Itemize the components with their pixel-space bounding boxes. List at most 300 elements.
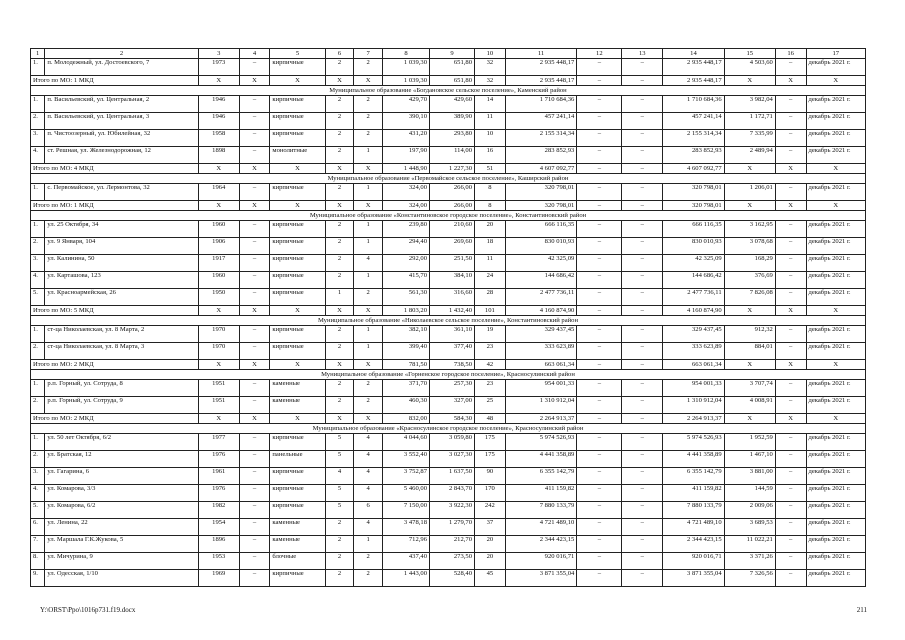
building-address: ул. Маршала Г.К.Жукова, 5	[45, 536, 198, 553]
subtotal-cell: Х	[724, 164, 775, 174]
table-cell: –	[577, 502, 622, 519]
table-cell: –	[239, 221, 270, 238]
table-cell: 11	[475, 113, 506, 130]
subtotal-cell: Х	[198, 414, 239, 424]
building-address: р.п. Горный, ул. Сотруда, 9	[45, 397, 198, 414]
table-cell: –	[775, 519, 806, 536]
table-cell: декабрь 2021 г.	[806, 272, 866, 289]
table-cell: 2.	[31, 397, 45, 414]
table-cell: –	[622, 96, 663, 113]
table-cell: кирпичные	[270, 113, 325, 130]
table-cell: декабрь 2021 г.	[806, 553, 866, 570]
table-cell: 1 310 912,04	[505, 397, 577, 414]
table-cell: 1906	[198, 238, 239, 255]
table-cell: 2 155 314,34	[505, 130, 577, 147]
subtotal-row	[31, 201, 866, 211]
subtotal-cell: Х	[354, 360, 383, 370]
table-cell: –	[239, 184, 270, 201]
table-cell: 1	[354, 238, 383, 255]
subtotal-cell: Х	[724, 76, 775, 86]
subtotal-cell: 4 607 092,77	[663, 164, 724, 174]
table-cell: 3 707,74	[724, 380, 775, 397]
table-cell: –	[239, 536, 270, 553]
subtotal-cell: 4 160 874,90	[663, 306, 724, 316]
subtotal-cell: –	[577, 201, 622, 211]
subtotal-cell: 1 448,90	[382, 164, 429, 174]
table-cell: –	[775, 184, 806, 201]
table-cell: 4	[354, 255, 383, 272]
table-cell: 1 637,50	[430, 468, 475, 485]
table-cell: 1	[354, 326, 383, 343]
table-cell: –	[775, 502, 806, 519]
table-cell: 168,29	[724, 255, 775, 272]
table-cell: –	[622, 536, 663, 553]
subtotal-label: Итого по МО: 2 МКД	[31, 414, 199, 424]
subtotal-cell: Х	[270, 360, 325, 370]
subtotal-cell: Х	[270, 164, 325, 174]
table-cell: 144,59	[724, 485, 775, 502]
building-row	[31, 96, 866, 113]
table-cell: 1.	[31, 380, 45, 397]
table-cell: 7 326,56	[724, 570, 775, 587]
building-row	[31, 468, 866, 485]
building-address: п. Чистоозерный, ул. Юбилейная, 32	[45, 130, 198, 147]
table-cell: –	[775, 380, 806, 397]
column-number-cell: 14	[663, 49, 724, 59]
subtotal-cell: Х	[270, 201, 325, 211]
table-cell: 384,10	[430, 272, 475, 289]
table-cell: –	[577, 147, 622, 164]
table-cell: –	[775, 434, 806, 451]
subtotal-cell: Х	[198, 164, 239, 174]
table-cell: 5	[325, 451, 354, 468]
table-cell: 2 344 423,15	[663, 536, 724, 553]
table-cell: –	[577, 519, 622, 536]
table-cell: –	[622, 272, 663, 289]
table-cell: 1896	[198, 536, 239, 553]
table-cell: –	[577, 380, 622, 397]
table-cell: 212,70	[430, 536, 475, 553]
table-cell: –	[577, 289, 622, 306]
subtotal-cell: Х	[724, 306, 775, 316]
table-cell: 411 159,82	[663, 485, 724, 502]
table-cell: –	[577, 397, 622, 414]
column-number-cell: 12	[577, 49, 622, 59]
subtotal-cell: Х	[198, 76, 239, 86]
table-cell: –	[775, 536, 806, 553]
table-cell: 1 443,00	[382, 570, 429, 587]
subtotal-cell: –	[622, 201, 663, 211]
subtotal-cell: 320 798,01	[505, 201, 577, 211]
building-address: р.п. Горный, ул. Сотруда, 8	[45, 380, 198, 397]
table-cell: 14	[475, 96, 506, 113]
table-cell: кирпичные	[270, 221, 325, 238]
table-cell: 2 935 448,17	[663, 59, 724, 76]
table-cell: панельные	[270, 451, 325, 468]
table-cell: 415,70	[382, 272, 429, 289]
table-cell: –	[239, 238, 270, 255]
table-cell: –	[239, 451, 270, 468]
table-cell: 457 241,14	[663, 113, 724, 130]
building-address: п. Молодежный, ул. Достоевского, 7	[45, 59, 198, 76]
table-cell: –	[239, 502, 270, 519]
subtotal-cell: –	[577, 360, 622, 370]
table-cell: 1	[325, 289, 354, 306]
table-cell: –	[239, 255, 270, 272]
subtotal-cell: Х	[806, 360, 866, 370]
table-cell: 6.	[31, 519, 45, 536]
municipality-section-row	[31, 174, 866, 184]
table-cell: 5 974 526,93	[663, 434, 724, 451]
table-cell: 1960	[198, 221, 239, 238]
table-cell: –	[775, 130, 806, 147]
subtotal-cell: 1 039,30	[382, 76, 429, 86]
table-cell: –	[622, 59, 663, 76]
table-cell: 293,80	[430, 130, 475, 147]
table-cell: 144 686,42	[505, 272, 577, 289]
table-cell: декабрь 2021 г.	[806, 502, 866, 519]
column-number-cell: 4	[239, 49, 270, 59]
table-cell: 1	[354, 536, 383, 553]
building-row	[31, 343, 866, 360]
table-cell: –	[239, 468, 270, 485]
table-cell: 2 477 736,11	[505, 289, 577, 306]
table-cell: 666 116,35	[663, 221, 724, 238]
table-cell: 1970	[198, 343, 239, 360]
table-cell: –	[775, 570, 806, 587]
table-cell: 1951	[198, 397, 239, 414]
table-cell: 2	[354, 96, 383, 113]
table-cell: кирпичные	[270, 59, 325, 76]
subtotal-cell: Х	[354, 164, 383, 174]
table-cell: 19	[475, 326, 506, 343]
building-address: ул. Гагарина, 6	[45, 468, 198, 485]
subtotal-cell: Х	[806, 164, 866, 174]
building-row	[31, 272, 866, 289]
table-cell: 5 460,00	[382, 485, 429, 502]
table-cell: 3 881,00	[724, 468, 775, 485]
subtotal-cell: Х	[775, 201, 806, 211]
table-cell: 251,50	[430, 255, 475, 272]
subtotal-cell: –	[577, 414, 622, 424]
table-cell: 4	[325, 468, 354, 485]
column-number-cell: 1	[31, 49, 45, 59]
subtotal-cell: 48	[475, 414, 506, 424]
municipality-section-row	[31, 370, 866, 380]
table-cell: 32	[475, 59, 506, 76]
table-cell: 329 437,45	[505, 326, 577, 343]
table-cell: 144 686,42	[663, 272, 724, 289]
table-cell: 7 880 133,79	[663, 502, 724, 519]
table-cell: –	[239, 397, 270, 414]
subtotal-cell: 266,00	[430, 201, 475, 211]
table-cell: 4 441 358,89	[505, 451, 577, 468]
table-cell: –	[239, 272, 270, 289]
building-address: ст-ца Николаевская, ул. 8 Марта, 3	[45, 343, 198, 360]
building-row	[31, 397, 866, 414]
subtotal-cell: Х	[239, 76, 270, 86]
building-row	[31, 502, 866, 519]
table-cell: –	[577, 485, 622, 502]
table-cell: кирпичные	[270, 468, 325, 485]
subtotal-cell: Х	[724, 414, 775, 424]
table-cell: –	[239, 485, 270, 502]
table-cell: –	[775, 485, 806, 502]
table-cell: 5.	[31, 289, 45, 306]
building-row	[31, 289, 866, 306]
table-cell: декабрь 2021 г.	[806, 451, 866, 468]
table-cell: –	[239, 553, 270, 570]
subtotal-cell: Х	[198, 201, 239, 211]
subtotal-cell: 2 264 913,37	[505, 414, 577, 424]
table-cell: –	[622, 502, 663, 519]
table-cell: 3 371,26	[724, 553, 775, 570]
table-cell: декабрь 2021 г.	[806, 485, 866, 502]
table-cell: 1960	[198, 272, 239, 289]
building-row	[31, 221, 866, 238]
table-cell: 1.	[31, 434, 45, 451]
table-cell: 830 010,93	[663, 238, 724, 255]
column-number-cell: 13	[622, 49, 663, 59]
building-address: ул. Комарова, 3/3	[45, 485, 198, 502]
table-cell: 292,00	[382, 255, 429, 272]
table-cell: 170	[475, 485, 506, 502]
table-cell: 431,20	[382, 130, 429, 147]
subtotal-cell: 738,50	[430, 360, 475, 370]
table-cell: 2.	[31, 113, 45, 130]
table-cell: 1961	[198, 468, 239, 485]
building-row	[31, 570, 866, 587]
table-cell: 1.	[31, 221, 45, 238]
table-cell: 316,60	[430, 289, 475, 306]
table-cell: 5	[325, 502, 354, 519]
table-cell: –	[775, 343, 806, 360]
table-cell: –	[622, 184, 663, 201]
subtotal-cell: Х	[775, 306, 806, 316]
table-cell: –	[622, 326, 663, 343]
table-cell: 283 852,93	[663, 147, 724, 164]
table-cell: –	[622, 451, 663, 468]
table-cell: 2 935 448,17	[505, 59, 577, 76]
table-cell: 371,70	[382, 380, 429, 397]
table-cell: 5	[325, 485, 354, 502]
table-cell: 1	[354, 343, 383, 360]
column-number-cell: 2	[45, 49, 198, 59]
table-cell: 2 155 314,34	[663, 130, 724, 147]
building-row	[31, 536, 866, 553]
subtotal-cell: 2 264 913,37	[663, 414, 724, 424]
subtotal-cell: –	[622, 414, 663, 424]
subtotal-cell: Х	[354, 306, 383, 316]
housing-repair-table	[30, 48, 866, 587]
table-cell: каменные	[270, 519, 325, 536]
building-row	[31, 113, 866, 130]
table-cell: –	[775, 451, 806, 468]
table-cell: 2	[325, 59, 354, 76]
building-row	[31, 130, 866, 147]
table-cell: 2	[325, 113, 354, 130]
municipality-section-row	[31, 86, 866, 96]
subtotal-cell: Х	[806, 306, 866, 316]
column-number-cell: 16	[775, 49, 806, 59]
table-cell: 1958	[198, 130, 239, 147]
table-cell: –	[577, 59, 622, 76]
table-cell: 4 503,60	[724, 59, 775, 76]
building-address: ул. Братская, 12	[45, 451, 198, 468]
table-cell: 1964	[198, 184, 239, 201]
column-number-cell: 3	[198, 49, 239, 59]
table-cell: –	[239, 570, 270, 587]
page-number: 211	[856, 606, 867, 614]
table-cell: 4.	[31, 485, 45, 502]
subtotal-cell: –	[577, 306, 622, 316]
table-cell: декабрь 2021 г.	[806, 326, 866, 343]
table-cell: 2	[325, 343, 354, 360]
building-row	[31, 485, 866, 502]
table-cell: 2	[325, 147, 354, 164]
table-cell: –	[622, 255, 663, 272]
table-cell: –	[239, 326, 270, 343]
table-cell: 23	[475, 343, 506, 360]
column-number-cell: 6	[325, 49, 354, 59]
table-cell: 273,50	[430, 553, 475, 570]
table-cell: декабрь 2021 г.	[806, 380, 866, 397]
table-cell: 429,70	[382, 96, 429, 113]
column-number-cell: 9	[430, 49, 475, 59]
table-cell: –	[239, 434, 270, 451]
table-cell: 2	[325, 397, 354, 414]
table-cell: –	[577, 238, 622, 255]
table-cell: 37	[475, 519, 506, 536]
table-cell: декабрь 2021 г.	[806, 570, 866, 587]
building-row	[31, 59, 866, 76]
table-cell: 1	[354, 221, 383, 238]
table-cell: –	[622, 343, 663, 360]
subtotal-cell: Х	[775, 414, 806, 424]
table-cell: 4 441 358,89	[663, 451, 724, 468]
table-cell: 2 477 736,11	[663, 289, 724, 306]
table-cell: –	[622, 519, 663, 536]
building-address: ст. Решная, ул. Железнодорожная, 12	[45, 147, 198, 164]
table-cell: 2	[325, 255, 354, 272]
table-cell: 2	[354, 380, 383, 397]
table-cell: –	[622, 434, 663, 451]
table-cell: 1.	[31, 326, 45, 343]
column-number-row	[31, 49, 866, 59]
table-cell: 1976	[198, 485, 239, 502]
subtotal-label: Итого по МО: 1 МКД	[31, 201, 199, 211]
subtotal-cell: Х	[354, 414, 383, 424]
municipality-title: Муниципальное образование «Константиновское городское поселение», Константиновский район	[31, 211, 866, 221]
table-cell: 3 552,40	[382, 451, 429, 468]
table-cell: 42 325,09	[505, 255, 577, 272]
table-cell: 6 355 142,79	[663, 468, 724, 485]
table-cell: декабрь 2021 г.	[806, 238, 866, 255]
subtotal-cell: 781,50	[382, 360, 429, 370]
table-cell: –	[577, 96, 622, 113]
table-cell: 10	[475, 130, 506, 147]
table-cell: 4 044,60	[382, 434, 429, 451]
table-cell: 429,60	[430, 96, 475, 113]
table-cell: 1982	[198, 502, 239, 519]
table-cell: декабрь 2021 г.	[806, 184, 866, 201]
building-address: с. Первомайское, ул. Лермонтова, 32	[45, 184, 198, 201]
subtotal-cell: 1 803,20	[382, 306, 429, 316]
table-cell: 4 721 489,10	[663, 519, 724, 536]
table-cell: декабрь 2021 г.	[806, 343, 866, 360]
table-cell: каменные	[270, 536, 325, 553]
subtotal-label: Итого по МО: 5 МКД	[31, 306, 199, 316]
table-cell: 1973	[198, 59, 239, 76]
table-cell: 2	[354, 289, 383, 306]
table-cell: 42 325,09	[663, 255, 724, 272]
table-cell: –	[775, 221, 806, 238]
table-cell: 361,10	[430, 326, 475, 343]
subtotal-cell: Х	[724, 360, 775, 370]
table-cell: 1946	[198, 113, 239, 130]
table-cell: 9.	[31, 570, 45, 587]
table-cell: 2	[354, 570, 383, 587]
table-cell: 11	[475, 255, 506, 272]
table-cell: кирпичные	[270, 238, 325, 255]
subtotal-cell: 51	[475, 164, 506, 174]
table-cell: –	[622, 485, 663, 502]
table-cell: 1	[354, 272, 383, 289]
table-cell: –	[775, 326, 806, 343]
table-cell: 2	[354, 553, 383, 570]
table-cell: –	[775, 96, 806, 113]
building-address: ст-ца Николаевская, ул. 8 Марта, 2	[45, 326, 198, 343]
building-row	[31, 147, 866, 164]
table-cell: декабрь 2021 г.	[806, 96, 866, 113]
municipality-title: Муниципальное образование «Красносулинское городское поселение», Красносулинский район	[31, 424, 866, 434]
subtotal-cell: Х	[806, 414, 866, 424]
subtotal-cell: –	[577, 76, 622, 86]
table-cell: 3 871 355,04	[663, 570, 724, 587]
table-cell: 2	[325, 519, 354, 536]
table-cell: 1977	[198, 434, 239, 451]
table-cell: 8.	[31, 553, 45, 570]
table-cell: каменные	[270, 380, 325, 397]
table-cell: 3.	[31, 130, 45, 147]
table-cell: 1950	[198, 289, 239, 306]
table-cell: 2	[325, 553, 354, 570]
table-cell: –	[239, 380, 270, 397]
table-cell: 2	[325, 184, 354, 201]
table-cell: 377,40	[430, 343, 475, 360]
table-cell: –	[622, 147, 663, 164]
table-cell: 3.	[31, 468, 45, 485]
subtotal-cell: 663 061,34	[505, 360, 577, 370]
table-cell: 2.	[31, 451, 45, 468]
municipality-title: Муниципальное образование «Николаевское сельское поселение», Константиновский район	[31, 316, 866, 326]
subtotal-cell: Х	[270, 414, 325, 424]
subtotal-cell: –	[622, 164, 663, 174]
subtotal-cell: 663 061,34	[663, 360, 724, 370]
table-cell: 197,90	[382, 147, 429, 164]
table-cell: 320 798,01	[505, 184, 577, 201]
table-cell: –	[775, 59, 806, 76]
table-cell: 20	[475, 221, 506, 238]
table-cell: 1953	[198, 553, 239, 570]
table-cell: декабрь 2021 г.	[806, 536, 866, 553]
table-cell: 457 241,14	[505, 113, 577, 130]
table-cell: 1970	[198, 326, 239, 343]
table-cell: –	[775, 289, 806, 306]
table-cell: монолитные	[270, 147, 325, 164]
table-cell: 4 721 489,10	[505, 519, 577, 536]
subtotal-cell: Х	[775, 76, 806, 86]
